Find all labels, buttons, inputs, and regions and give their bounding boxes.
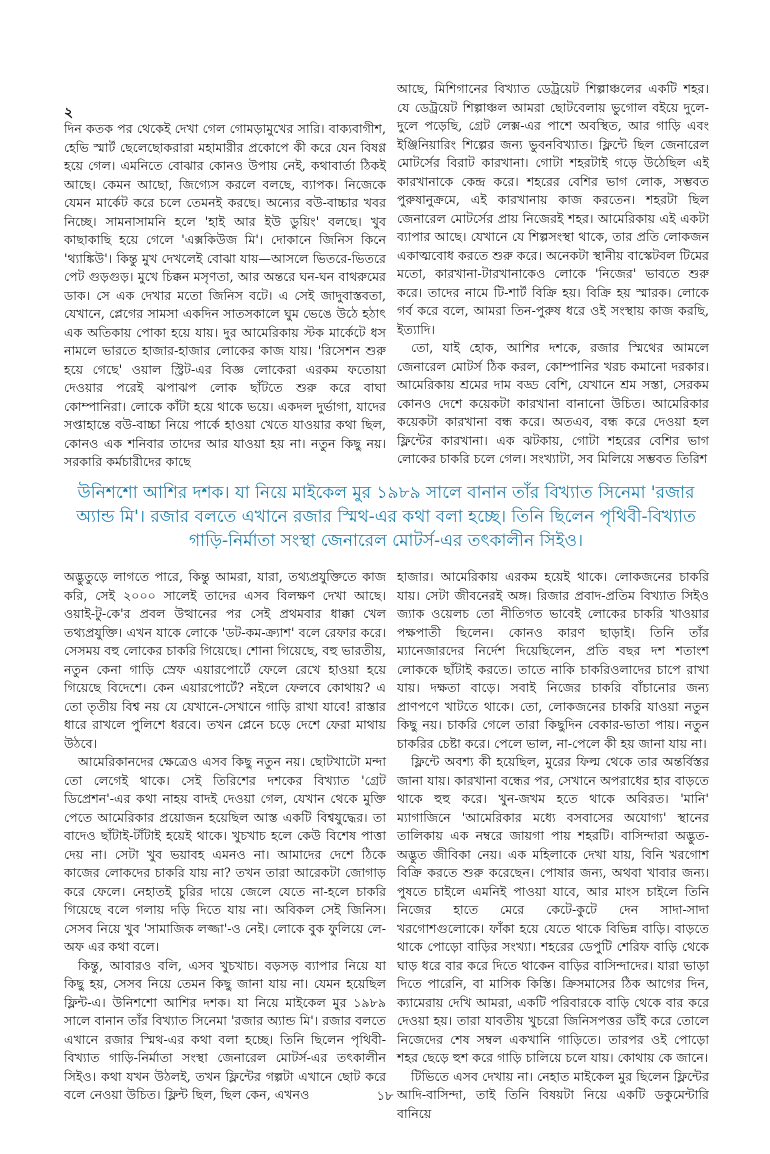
paragraph: টিভিতে এসব দেখায় না। নেহাত মাইকেল মুর ছিলেন ফ্লিন্টের আদি-বাসিন্দা, তাই তিনি বিষয়টা নিয়ে একটি ডকুমেন্টারি বানিয়ে <box>397 1068 709 1121</box>
bottom-left-column <box>64 568 386 1102</box>
bottom-right-column <box>397 568 709 1121</box>
top-right-column <box>397 80 709 466</box>
paragraph: ফ্লিন্টে অবশ্য কী হয়েছিল, মুরের ফিল্ম থেকে তার অন্তর্বিস্তর জানা যায়। কারখানা বন্ধের পর, সেখানে অপরাধের হার বাড়তে থাকে হুহু করে। খুন-জখম হতে থাকে অবিরত। 'মানি' ম্যাগাজিনে 'আমেরিকার মধ্যে বসবাসের অযোগ্য' স্থানের তালিকায় এক নম্বরে জায়গা পায় শহরটি। বাসিন্দারা অদ্ভুত-অদ্ভুত জীবিকা নেয়। এক মহিলাকে দেখা যায়, বিনি খরগোশ বিক্রি করতে শুরু করেছেন। পোষার জন্য, অথবা খাবার জন্য। পুষতে চাইলে এমনিই পাওয়া যাবে, আর মাংস চাইলে তিনি নিজের হাতে মেরে কেটে-কুটে দেন সাদা-সাদা খরগোশগুলোকে। ফাঁকা হয়ে যেতে থাকে বিভিন্ন বাড়ি। বাড়তে থাকে পোড়ো বাড়ির সংখ্যা। শহরের ডেপুটি শেরিফ বাড়ি থেকে ঘাড় ধরে বার করে দিতে থাকেন বাড়ির বাসিন্দাদের। যারা ভাড়া দিতে পারেনি, বা মাসিক কিস্তি। ক্রিসমাসের ঠিক আগের দিন, ক্যামেরায় দেখি আমরা, একটি পরিবারকে বাড়ি থেকে বার করে দেওয়া হয়। তারা যাবতীয় খুচরো জিনিসপত্তর ডাঁই করে তোলে নিজেদের শেষ সম্বল একখানি গাড়িতে। তারপর ওই পোড়ো শহর ছেড়ে হুশ করে গাড়ি চালিয়ে চলে যায়। কোথায় কে জানে। <box>397 754 709 1065</box>
paragraph: হাজার। আমেরিকায় এরকম হয়েই থাকে। লোকজনের চাকরি যায়। সেটা জীবনেরই অঙ্গ। রিজার প্রবাদ-প্রতিম বিখ্যাত সিইও জ্যাক ওয়েলচ তো নীতিগত ভাবেই লোকের চাকরি খাওয়ার পক্ষপাতী ছিলেন। কোনও কারণ ছাড়াই। তিনি তাঁর ম্যানেজারদের নির্দেশ দিয়েছিলেন, প্রতি বছর দশ শতাংশ লোককে ছাঁটাই করতে। তাতে নাকি চাকরিওলাদের চাপে রাখা যায়। দক্ষতা বাড়ে। সবাই নিজের চাকরি বাঁচানোর জন্য প্রাণপণে খাটতে থাকে। তো, লোকজনের চাকরি যাওয়া নতুন কিছু নয়। চাকরি গেলে তারা কিছুদিন বেকার-ভাতা পায়। নতুন চাকরির চেষ্টা করে। পেলে ভাল, না-পেলে কী হয় জানা যায় না। <box>397 569 709 751</box>
top-left-column <box>64 120 386 469</box>
paragraph: কিন্তু, আবারও বলি, এসব খুচখাচ। বড়সড় ব্যাপার নিয়ে যা কিছু হয়, সেসব নিয়ে তেমন কিছু জানা যায় না। যেমন হয়েছিল ফ্লিন্ট-এ। উনিশশো আশির দশক। যা নিয়ে মাইকেল মুর ১৯৮৯ সালে বানান তাঁর বিখ্যাত সিনেমা 'রজার অ্যান্ড মি'। রজার বলতে এখানে রজার স্মিথ-এর কথা বলা হচ্ছে। তিনি ছিলেন পৃথিবী-বিখ্যাত গাড়ি-নির্মাতা সংস্থা জেনারেল মোটর্স-এর তৎকালীন সিইও। কথা যখন উঠলই, তখন ফ্লিন্টের গল্পটা এখানে ছোট করে বলে নেওয়া উচিত। ফ্লিন্ট ছিল, ছিল কেন, এখনও <box>64 957 386 1102</box>
section-number: ২ <box>64 105 74 121</box>
pull-quote: উনিশশো আশির দশক। যা নিয়ে মাইকেল মুর ১৯৮৯ সালে বানান তাঁর বিখ্যাত সিনেমা 'রজার অ্যান্ড মি'। রজার বলতে এখানে রজার স্মিথ-এর কথা বলা হচ্ছে। তিনি ছিলেন পৃথিবী-বিখ্যাত গাড়ি-নির্মাতা সংস্থা জেনারেল মোটর্স-এর তৎকালীন সিইও। <box>76 483 696 551</box>
paragraph: তো, যাই হোক, আশির দশকে, রজার স্মিথের আমলে জেনারেল মোটর্স ঠিক করল, কোম্পানির খরচ কমানো দরকার। আমেরিকায় শ্রমের দাম বড্ড বেশি, যেখানে শ্রম সস্তা, সেরকম কোনও দেশে কয়েকটা কারখানা বানানো উচিত। আমেরিকার কয়েকটা কারখানা বন্ধ করে। অতএব, বন্ধ করে দেওয়া হল ফ্লিন্টের কারখানা। এক ঝটকায়, গোটা শহরের বেশির ভাগ লোকের চাকরি চলে গেল। সংখ্যাটা, সব মিলিয়ে সম্ভবত তিরিশ <box>397 340 709 466</box>
paragraph: আছে, মিশিগানের বিখ্যাত ডেট্রয়েট শিল্পাঞ্চলের একটি শহর। যে ডেট্রয়েট শিল্পাঞ্চল আমরা ছোটবেলায় ভুগোল বইয়ে দুলে-দুলে পড়েছি, গ্রেট লেক্স-এর পাশে অবস্থিত, আর গাড়ি এবং ইঞ্জিনিয়ারিং শিল্পের জন্য ভুবনবিখ্যাত। ফ্লিন্টে ছিল জেনারেল মোটর্সের বিরাট কারখানা। গোটা শহরটাই গড়ে উঠেছিল এই কারখানাকে কেন্দ্র করে। শহরের বেশির ভাগ লোক, সম্ভবত পুরুষানুক্রমে, এই কারখানায় কাজ করতেন। শহরটা ছিল জেনারেল মোটর্সের প্রায় নিজেরই শহর। আমেরিকায় এই একটা ব্যাপার আছে। যেখানে যে শিল্পসংস্থা থাকে, তার প্রতি লোকজন একাত্মবোধ করতে শুরু করে। অনেকটা স্থানীয় বাস্কেটবল টিমের মতো, কারখানা-টারখানাকেও লোকে 'নিজের' ভাবতে শুরু করে। তাদের নামে টি-শার্ট বিক্রি হয়। বিক্রি হয় স্মারক। লোকে গর্ব করে বলে, আমরা তিন-পুরুষ ধরে ওই সংস্থায় কাজ করছি, ইত্যাদি। <box>397 81 709 337</box>
paragraph: আমেরিকানদের ক্ষেত্রেও এসব কিছু নতুন নয়। ছোটখাটো মন্দা তো লেগেই থাকে। সেই তিরিশের দশকের বিখ্যাত 'গ্রেট ডিপ্রেশন'-এর কথা নাহয় বাদই দেওয়া গেল, যেখান থেকে মুক্তি পেতে আমেরিকার প্রয়োজন হয়েছিল আস্ত একটি বিশ্বযুদ্ধের। তা বাদেও ছাঁটাই-টাঁটাই হয়েই থাকে। খুচখাচ হলে কেউ বিশেষ পাত্তা দেয় না। সেটা খুব ভয়াবহ এমনও না। আমাদের দেশে ঠিকে কাজের লোকদের চাকরি যায় না? তখন তারা আরেকটা জোগাড় করে ফেলে। নেহাতই চুরির দায়ে জেলে যেতে না-হলে চাকরি গিয়েছে বলে গলায় দড়ি দিতে যায় না। অবিকল সেই জিনিস। সেসব নিয়ে খুব 'সামাজিক লজ্জা'-ও নেই। লোকে বুক ফুলিয়ে লে-অফ এর কথা বলে। <box>64 754 386 954</box>
paragraph: দিন কতক পর থেকেই দেখা গেল গোমড়ামুখের সারি। বাক্যবাগীশ, হেভি স্মার্ট ছেলেছোকরারা মহামারীর প্রকোপে কী করে যেন বিষণ্ণ হয়ে গেল। এমনিতে বোঝার কোনও উপায় নেই, কথাবার্তা ঠিকই আছে। কেমন আছো, জিগ্যেস করলে বলছে, ব্যাপক। নিজেকে যেমন মার্কেট করে চলে তেমনই করছে। অন্যের বউ-বাচ্চার খবর নিচ্ছে। সামনাসামনি হলে 'হাই আর ইউ ডুয়িং' বলছে। খুব কাছাকাছি হয়ে গেলে 'এক্সকিউজ মি'। দোকানে জিনিস কিনে 'থ্যাঙ্কিউ'। কিন্তু মুখ দেখলেই বোঝা যায়—আসলে ভিতরে-ভিতরে পেট গুড়গুড়। মুখে চিক্কন মসৃণতা, আর অন্তরে ঘন-ঘন বাথরুমের ডাক। সে এক দেখার মতো জিনিস বটে। এ সেই জাদুবাস্তবতা, যেখানে, প্লেগের সামসা একদিন সাতসকালে ঘুম ভেঙে উঠে হঠাৎ এক অতিকায় পোকা হয়ে যায়। দুর আমেরিকায় স্টক মার্কেটে ধস নামলে ভারতে হাজার-হাজার লোকের কাজ যায়। 'রিসেশন শুরু হয়ে গেছে' ওয়াল স্ট্রিট-এর বিজ্ঞ লোকেরা এরকম ফতোয়া দেওয়ার পরেই ঝপাঝপ লোক ছাঁটতে শুরু করে বাঘা কোম্পানিরা। লোকে কাঁটা হয়ে থাকে ভয়ে। একদল দুর্ভাগা, যাদের সপ্তাহান্তে বউ-বাচ্চা নিয়ে পার্কে হাওয়া খেতে যাওয়ার কথা ছিল, কোনও এক শনিবার তাদের আর যাওয়া হয় না। নতুন কিছু নয়। সরকারি কর্মচারীদের কাছে <box>64 121 386 469</box>
page-number: ১৮ <box>376 1089 394 1104</box>
paragraph: অদ্ভুতুড়ে লাগতে পারে, কিন্তু আমরা, যারা, তথ্যপ্রযুক্তিতে কাজ করি, সেই ২০০০ সালেই তাদের এসব বিলক্ষণ দেখা আছে। ওয়াই-টু-কে'র প্রবল উত্থানের পর সেই প্রথমবার ধাক্কা খেল তথ্যপ্রযুক্তি। এখন যাকে লোকে 'ডট-কম-ক্র্যাশ' বলে রেফার করে। সেসময় বহু লোকের চাকরি গিয়েছে। শোনা গিয়েছে, বহু ভারতীয়, নতুন কেনা গাড়ি স্রেফ এয়ারপোর্টে ফেলে রেখে হাওয়া হয়ে গিয়েছে বিদেশে। কেন এয়ারপোর্টে? নইলে ফেলবে কোথায়? এ তো তৃতীয় বিশ্ব নয় যে যেখানে-সেখানে গাড়ি রাখা যাবে! রাস্তার ধারে রাখলে পুলিশে ধরবে। তখন প্লেনে চড়ে দেশে ফেরা মাথায় উঠবে। <box>64 569 386 751</box>
